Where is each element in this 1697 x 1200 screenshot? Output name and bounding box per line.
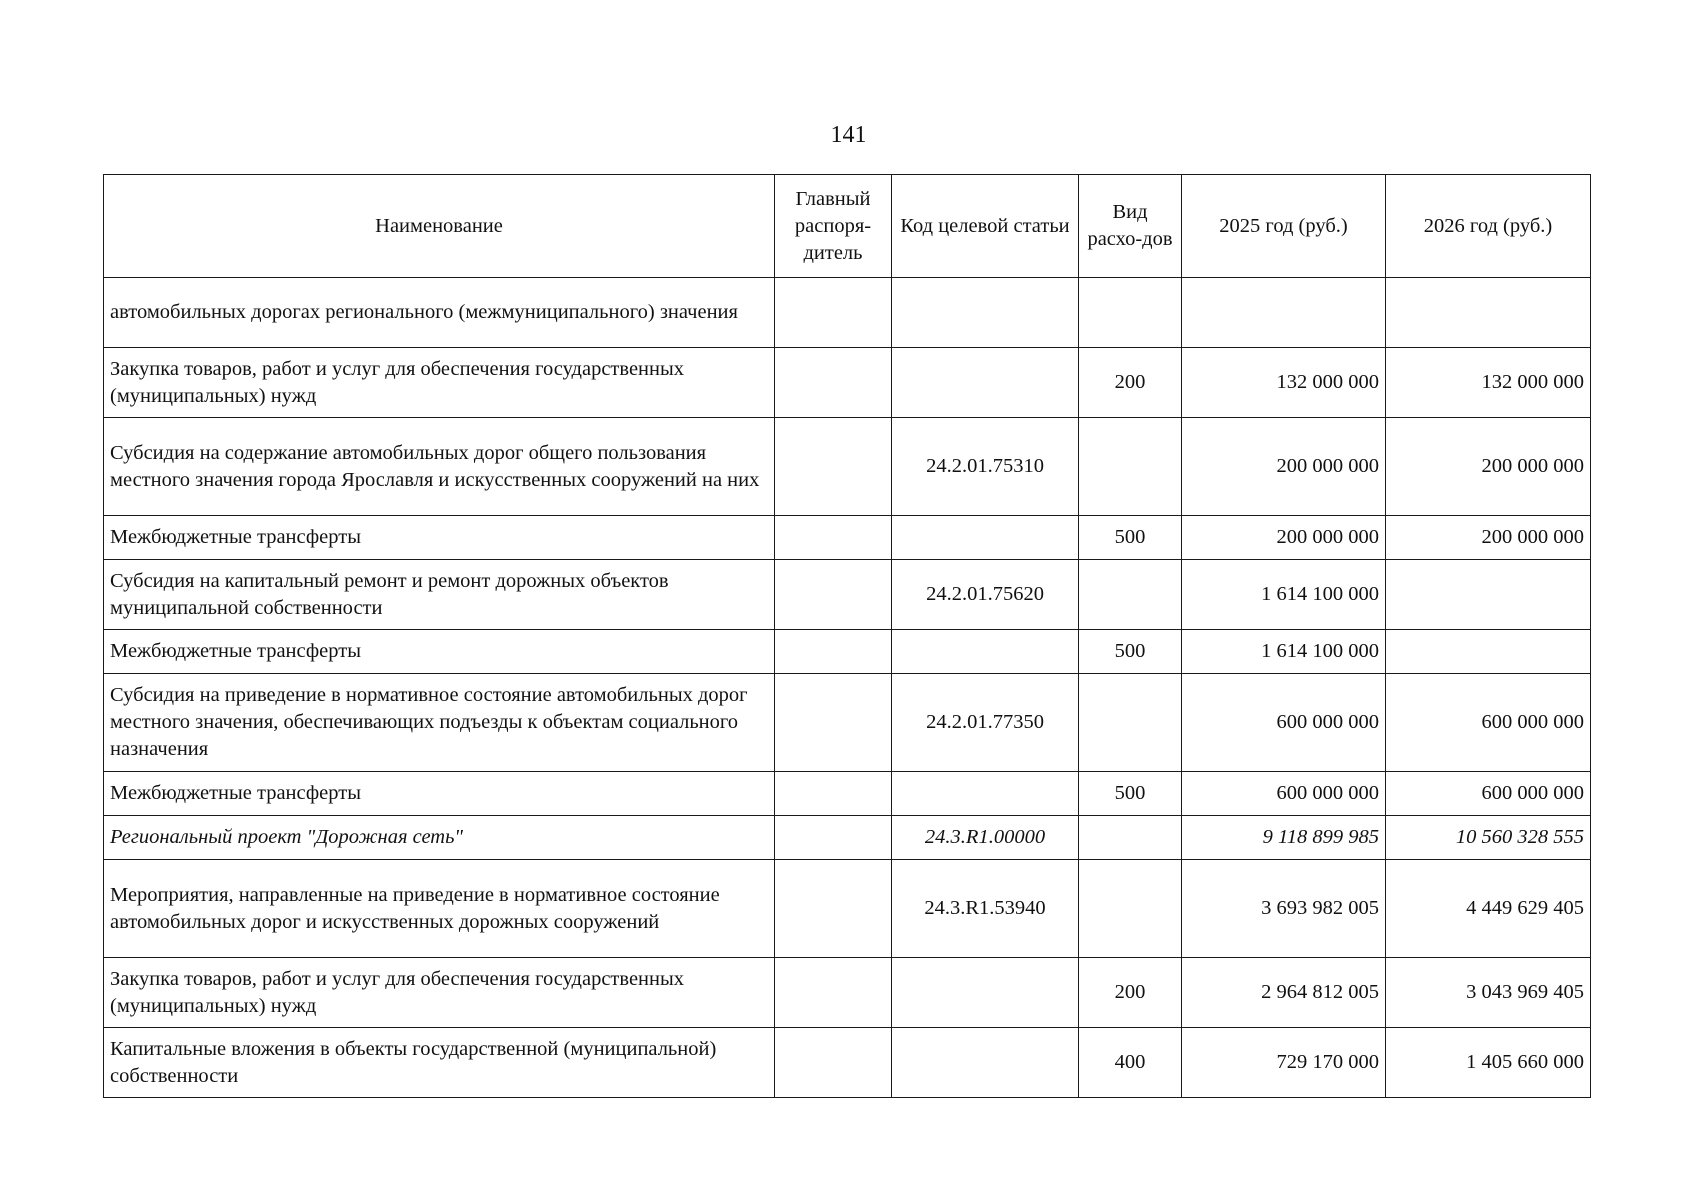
cell-type: 500 xyxy=(1079,772,1182,816)
cell-type xyxy=(1079,418,1182,516)
table-row xyxy=(104,516,1591,560)
cell-2026: 600 000 000 xyxy=(1386,674,1591,772)
cell-code xyxy=(892,630,1079,674)
cell-type xyxy=(1079,560,1182,630)
cell-admin xyxy=(775,560,892,630)
cell-admin xyxy=(775,1028,892,1098)
page-number: 141 xyxy=(830,122,867,148)
table-row xyxy=(104,860,1591,958)
cell-name: Региональный проект "Дорожная сеть" xyxy=(104,816,775,860)
cell-2025: 200 000 000 xyxy=(1182,418,1386,516)
cell-admin xyxy=(775,516,892,560)
budget-table xyxy=(103,174,1591,1098)
table-row xyxy=(104,560,1591,630)
cell-admin xyxy=(775,348,892,418)
cell-type: 500 xyxy=(1079,630,1182,674)
table-body xyxy=(104,278,1591,1098)
table-row xyxy=(104,674,1591,772)
header-admin: Главный распоря-дитель xyxy=(775,175,892,278)
cell-code xyxy=(892,278,1079,348)
table-row xyxy=(104,278,1591,348)
cell-2025: 600 000 000 xyxy=(1182,674,1386,772)
cell-name: Межбюджетные трансферты xyxy=(104,772,775,816)
cell-2026: 3 043 969 405 xyxy=(1386,958,1591,1028)
table-row xyxy=(104,772,1591,816)
table-row xyxy=(104,630,1591,674)
cell-name: Субсидия на приведение в нормативное состояние автомобильных дорог местного значения, обеспечивающих подъезды к объектам социального назначения xyxy=(104,674,775,772)
cell-2026 xyxy=(1386,630,1591,674)
cell-code: 24.2.01.75310 xyxy=(892,418,1079,516)
cell-type: 500 xyxy=(1079,516,1182,560)
cell-code: 24.3.R1.53940 xyxy=(892,860,1079,958)
cell-code xyxy=(892,772,1079,816)
cell-name: Закупка товаров, работ и услуг для обеспечения государственных (муниципальных) нужд xyxy=(104,348,775,418)
cell-2025: 1 614 100 000 xyxy=(1182,630,1386,674)
cell-admin xyxy=(775,860,892,958)
cell-name: Межбюджетные трансферты xyxy=(104,630,775,674)
table-header xyxy=(104,175,1591,278)
cell-name: Мероприятия, направленные на приведение в нормативное состояние автомобильных дорог и искусственных дорожных сооружений xyxy=(104,860,775,958)
cell-admin xyxy=(775,674,892,772)
cell-2026: 10 560 328 555 xyxy=(1386,816,1591,860)
cell-2025: 132 000 000 xyxy=(1182,348,1386,418)
cell-code xyxy=(892,516,1079,560)
cell-type xyxy=(1079,860,1182,958)
cell-2025: 2 964 812 005 xyxy=(1182,958,1386,1028)
cell-type xyxy=(1079,816,1182,860)
cell-code xyxy=(892,1028,1079,1098)
header-row xyxy=(104,175,1591,278)
cell-2025: 9 118 899 985 xyxy=(1182,816,1386,860)
cell-code: 24.2.01.75620 xyxy=(892,560,1079,630)
cell-2026: 200 000 000 xyxy=(1386,516,1591,560)
cell-2026: 132 000 000 xyxy=(1386,348,1591,418)
header-code: Код целевой статьи xyxy=(892,175,1079,278)
cell-2025: 1 614 100 000 xyxy=(1182,560,1386,630)
cell-admin xyxy=(775,958,892,1028)
cell-name: Закупка товаров, работ и услуг для обеспечения государственных (муниципальных) нужд xyxy=(104,958,775,1028)
cell-name: автомобильных дорогах регионального (межмуниципального) значения xyxy=(104,278,775,348)
cell-type: 200 xyxy=(1079,348,1182,418)
cell-2025: 600 000 000 xyxy=(1182,772,1386,816)
cell-2026: 200 000 000 xyxy=(1386,418,1591,516)
cell-type: 200 xyxy=(1079,958,1182,1028)
header-2026: 2026 год (руб.) xyxy=(1386,175,1591,278)
cell-type xyxy=(1079,674,1182,772)
cell-2025: 3 693 982 005 xyxy=(1182,860,1386,958)
cell-type xyxy=(1079,278,1182,348)
cell-admin xyxy=(775,816,892,860)
cell-code xyxy=(892,348,1079,418)
header-2025: 2025 год (руб.) xyxy=(1182,175,1386,278)
cell-admin xyxy=(775,772,892,816)
cell-2026 xyxy=(1386,278,1591,348)
cell-2025 xyxy=(1182,278,1386,348)
cell-name: Капитальные вложения в объекты государственной (муниципальной) собственности xyxy=(104,1028,775,1098)
table-row xyxy=(104,958,1591,1028)
cell-name: Субсидия на содержание автомобильных дорог общего пользования местного значения города Ярославля и искусственных сооружений на них xyxy=(104,418,775,516)
table-row xyxy=(104,348,1591,418)
cell-type: 400 xyxy=(1079,1028,1182,1098)
cell-code: 24.2.01.77350 xyxy=(892,674,1079,772)
cell-2026: 4 449 629 405 xyxy=(1386,860,1591,958)
cell-name: Межбюджетные трансферты xyxy=(104,516,775,560)
cell-2026: 600 000 000 xyxy=(1386,772,1591,816)
cell-name: Субсидия на капитальный ремонт и ремонт дорожных объектов муниципальной собственности xyxy=(104,560,775,630)
cell-admin xyxy=(775,418,892,516)
cell-2026: 1 405 660 000 xyxy=(1386,1028,1591,1098)
cell-admin xyxy=(775,630,892,674)
header-type: Вид расхо-дов xyxy=(1079,175,1182,278)
table-row xyxy=(104,816,1591,860)
cell-2025: 200 000 000 xyxy=(1182,516,1386,560)
cell-code xyxy=(892,958,1079,1028)
cell-admin xyxy=(775,278,892,348)
cell-2026 xyxy=(1386,560,1591,630)
cell-code: 24.3.R1.00000 xyxy=(892,816,1079,860)
cell-2025: 729 170 000 xyxy=(1182,1028,1386,1098)
header-name: Наименование xyxy=(104,175,775,278)
table-row xyxy=(104,1028,1591,1098)
table-row xyxy=(104,418,1591,516)
